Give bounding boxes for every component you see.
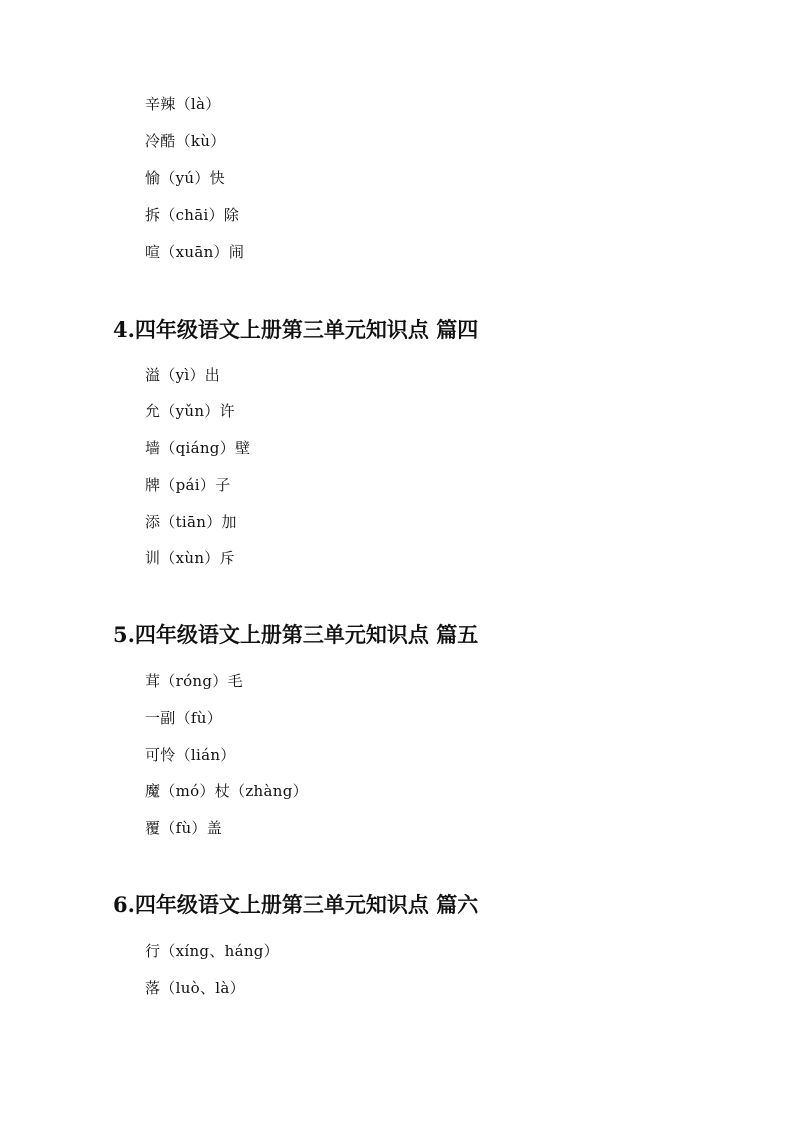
- vocab-item: 牌（pái）子: [145, 476, 231, 494]
- vocab-item: 魔（mó）杖（zhàng）: [145, 782, 308, 800]
- vocab-item: 覆（fù）盖: [145, 819, 223, 837]
- vocab-item: 落（luò、là）: [145, 979, 245, 997]
- section-heading: 6.四年级语文上册第三单元知识点 篇六: [113, 892, 479, 917]
- vocab-item: 墙（qiáng）壁: [145, 439, 251, 457]
- vocab-item: 辛辣（là）: [145, 95, 221, 113]
- section-heading: 4.四年级语文上册第三单元知识点 篇四: [113, 317, 479, 342]
- vocab-item: 训（xùn）斥: [145, 549, 235, 567]
- vocab-item: 溢（yì）出: [145, 366, 221, 384]
- section-heading: 5.四年级语文上册第三单元知识点 篇五: [113, 622, 479, 647]
- vocab-item: 喧（xuān）闹: [145, 243, 245, 261]
- vocab-item: 拆（chāi）除: [145, 206, 240, 224]
- vocab-item: 可怜（lián）: [145, 746, 236, 764]
- vocab-item: 行（xíng、háng）: [145, 942, 279, 960]
- vocab-item: 冷酷（kù）: [145, 132, 226, 150]
- vocab-item: 一副（fù）: [145, 709, 223, 727]
- vocab-item: 愉（yú）快: [145, 169, 225, 187]
- vocab-item: 允（yǔn）许: [145, 402, 235, 420]
- vocab-item: 添（tiān）加: [145, 513, 237, 531]
- vocab-item: 茸（róng）毛: [145, 672, 243, 690]
